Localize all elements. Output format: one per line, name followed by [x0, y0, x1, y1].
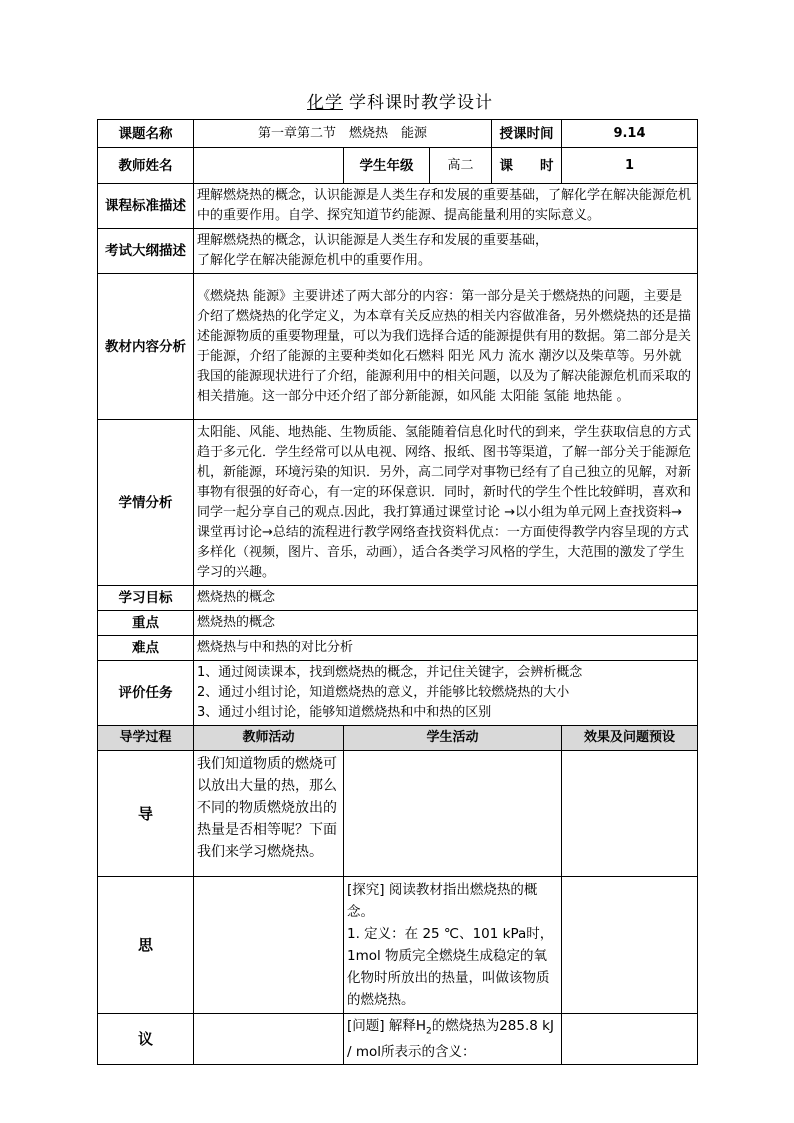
material-text: 《燃烧热 能源》主要讲述了两大部分的内容：第一部分是关于燃烧热的问题，主要是介绍了燃烧热的化学定义，为本章有关反应热的相关内容做准备，另外燃烧热的还是描述能源物质的重要物理量，可以为我们选择合适的能源提供有用的数据。第二部分是关于能源，介绍了能源的主要种类如化石燃料 阳光 风力 流水 潮汐以及柴草等。另外就我国的能源现状进行了介绍，能源利用中的相关问题，以及为了解决能源危机而采取的相关措施。这一部分中还介绍了部分新能源，如风能 太阳能 氢能 地热能 。 [194, 274, 698, 420]
exam-line-2: 了解化学在解决能源危机中的重要作用。 [197, 253, 432, 268]
lesson-plan-table [97, 119, 698, 1065]
row-teacher [98, 148, 698, 184]
title-subject: 化学 [307, 93, 343, 113]
students-text: 太阳能、风能、地热能、生物质能、氢能随着信息化时代的到来，学生获取信息的方式趋于多元化．学生经常可以从电视、网络、报纸、图书等渠道，了解一部分关于能源危机，新能源，环境污染的知识．另外，高二同学对事物已经有了自己独立的见解，对新事物有很强的好奇心，有一定的环保意识．同时，新时代的学生个性比较鲜明，喜欢和同学一起分享自己的观点.因此，我打算通过课堂讨论 →以小组为单元网上查找资料→课堂再讨论→总结的流程进行教学网络查找资料优点：一方面使得教学内容呈现的方式多样化（视频，图片、音乐，动画），适合各类学习风格的学生，大范围的激发了学生学习的兴趣。 [194, 420, 698, 586]
step-dao-effect [562, 751, 698, 877]
row-goal [98, 586, 698, 611]
period-value: 1 [562, 148, 698, 184]
header-effect: 效果及问题预设 [562, 726, 698, 751]
step-yi-student [344, 1014, 562, 1065]
grade-label: 学生年级 [344, 148, 430, 184]
topic-label: 课题名称 [98, 120, 194, 148]
step-dao-row [98, 751, 698, 877]
row-key [98, 611, 698, 636]
students-label: 学情分析 [98, 420, 194, 586]
row-topic [98, 120, 698, 148]
curriculum-label: 课程标准描述 [98, 184, 194, 229]
step-dao-label: 导 [98, 751, 194, 877]
grade-value: 高二 [430, 148, 492, 184]
row-eval [98, 661, 698, 726]
teacher-value [194, 148, 344, 184]
step-yi-row [98, 1014, 698, 1065]
title-rest: 学科课时教学设计 [349, 93, 493, 113]
time-label: 授课时间 [492, 120, 562, 148]
step-si-definition: 1. 定义：在 25 ℃、101 kPa时，1mol 物质完全燃烧生成稳定的氧化物时所放出的热量，叫做该物质的燃烧热。 [347, 926, 554, 1008]
row-curriculum [98, 184, 698, 229]
eval-item-1: 1、通过阅读课本，找到燃烧热的概念，并记住关键字，会辨析概念 [197, 665, 583, 680]
step-dao-teacher: 我们知道物质的燃烧可以放出大量的热，那么不同的物质燃烧放出的热量是否相等呢？下面我们来学习燃烧热。 [194, 751, 344, 877]
difficulty-text: 燃烧热与中和热的对比分析 [194, 636, 698, 661]
step-yi-subscript: 2 [425, 1026, 432, 1037]
exam-line-1: 理解燃烧热的概念，认识能源是人类生存和发展的重要基础， [197, 233, 549, 248]
step-si-row [98, 877, 698, 1014]
step-yi-teacher [194, 1014, 344, 1065]
header-teacher: 教师活动 [194, 726, 344, 751]
teacher-label: 教师姓名 [98, 148, 194, 184]
process-header-row [98, 726, 698, 751]
eval-label: 评价任务 [98, 661, 194, 726]
step-yi-label: 议 [98, 1014, 194, 1065]
step-si-teacher [194, 877, 344, 1014]
row-difficulty [98, 636, 698, 661]
header-student: 学生活动 [344, 726, 562, 751]
row-exam [98, 229, 698, 274]
time-value: 9.14 [562, 120, 698, 148]
step-si-label: 思 [98, 877, 194, 1014]
row-material [98, 274, 698, 420]
key-label: 重点 [98, 611, 194, 636]
key-text: 燃烧热的概念 [194, 611, 698, 636]
difficulty-label: 难点 [98, 636, 194, 661]
step-dao-student [344, 751, 562, 877]
step-yi-text-post: 的燃烧热为285.8 kJ / mol所表示的含义： [347, 1018, 554, 1060]
exam-text [194, 229, 698, 274]
step-si-inquiry: [探究] 阅读教材指出燃烧热的概念。 [347, 882, 538, 920]
eval-item-3: 3、通过小组讨论，能够知道燃烧热和中和热的区别 [197, 705, 492, 720]
header-process: 导学过程 [98, 726, 194, 751]
eval-list [194, 661, 698, 726]
exam-label: 考试大纲描述 [98, 229, 194, 274]
step-si-effect [562, 877, 698, 1014]
goal-label: 学习目标 [98, 586, 194, 611]
page-title [0, 88, 794, 113]
curriculum-text: 理解燃烧热的概念，认识能源是人类生存和发展的重要基础，了解化学在解决能源危机中的重要作用。自学、探究知道节约能源、提高能量利用的实际意义。 [194, 184, 698, 229]
topic-value: 第一章第二节 燃烧热 能源 [194, 120, 492, 148]
period-label: 课 时 [492, 148, 562, 184]
eval-item-2: 2、通过小组讨论，知道燃烧热的意义，并能够比较燃烧热的大小 [197, 685, 570, 700]
step-yi-effect [562, 1014, 698, 1065]
material-label: 教材内容分析 [98, 274, 194, 420]
goal-text: 燃烧热的概念 [194, 586, 698, 611]
step-yi-text-pre: [问题] 解释H [347, 1018, 426, 1034]
step-si-student [344, 877, 562, 1014]
row-students [98, 420, 698, 586]
